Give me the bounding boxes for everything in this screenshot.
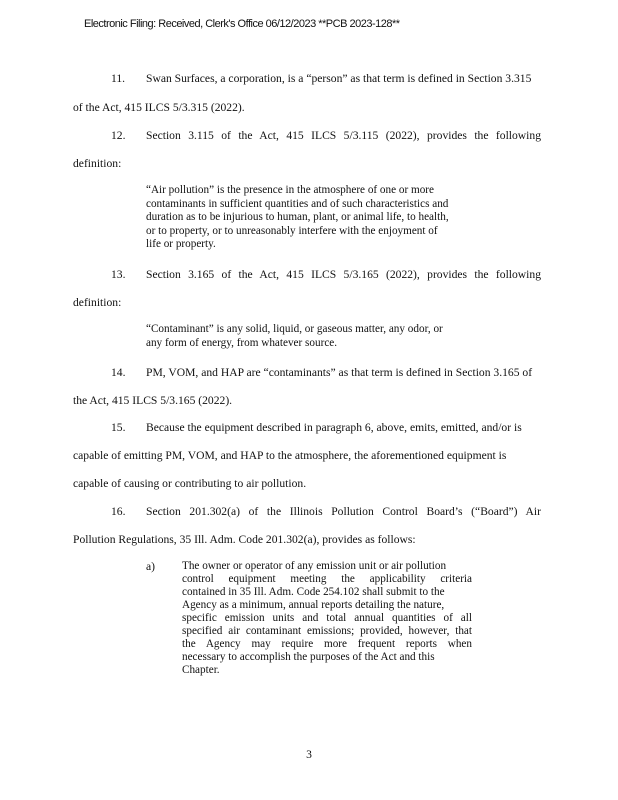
quote-line: duration as to be injurious to human, plant, or animal life, to health, [146,211,449,224]
paragraph-text: definition: [73,296,122,309]
regulation-quote [182,560,472,677]
block-quote [146,184,468,252]
paragraph-number: 15. [111,421,126,434]
quote-line: life or property. [146,238,216,251]
quote-line: contained in 35 Ill. Adm. Code 254.102 shall submit to the [182,586,445,598]
paragraph-text: definition: [73,157,122,170]
quote-line: “Air pollution” is the presence in the atmosphere of one or more [146,184,434,196]
paragraph-number: 14. [111,366,126,379]
quote-line: any form of energy, from whatever source. [146,336,338,349]
paragraph-text: Swan Surfaces, a corporation, is a “person” as that term is defined in Section 3.315 [146,72,532,85]
quote-line: “Contaminant” is any solid, liquid, or gaseous matter, any odor, or [146,323,443,335]
paragraph-text: capable of emitting PM, VOM, and HAP to the atmosphere, the aforementioned equipment is [73,449,507,462]
page-number: 3 [306,748,312,761]
paragraph-number: 11. [111,72,126,85]
quote-line: the Agency may require more frequent reports when [182,638,472,650]
quote-line: Agency as a minimum, annual reports detailing the nature, [182,599,445,611]
block-quote [146,323,468,350]
quote-line: necessary to accomplish the purposes of the Act and this [182,651,435,663]
paragraph-text: the Act, 415 ILCS 5/3.165 (2022). [73,394,233,407]
quote-line: The owner or operator of any emission unit or air pollution [182,560,447,572]
paragraph-number: 13. [111,268,126,281]
subsection-label: a) [146,560,156,573]
quote-line: Chapter. [182,664,220,676]
filing-header: Electronic Filing: Received, Clerk's Office 06/12/2023 **PCB 2023-128** [84,18,400,30]
paragraph-number: 12. [111,129,126,142]
paragraph-text: Section 3.115 of the Act, 415 ILCS 5/3.115 (2022), provides the following [146,129,541,142]
paragraph-text: Section 201.302(a) of the Illinois Pollution Control Board’s (“Board”) Air [146,505,541,518]
paragraph-text: Pollution Regulations, 35 Ill. Adm. Code 201.302(a), provides as follows: [73,533,416,546]
quote-line: or to property, or to unreasonably interfere with the enjoyment of [146,224,438,237]
paragraph-text: Section 3.165 of the Act, 415 ILCS 5/3.165 (2022), provides the following [146,268,541,281]
paragraph-text: capable of causing or contributing to air pollution. [73,477,307,490]
paragraph-text: PM, VOM, and HAP are “contaminants” as that term is defined in Section 3.165 of [146,366,533,379]
quote-line: specific emission units and total annual quantities of all [182,612,472,624]
paragraph-text: of the Act, 415 ILCS 5/3.315 (2022). [73,101,245,114]
quote-line: contaminants in sufficient quantities and of such characteristics and [146,197,449,210]
quote-line: specified air contaminant emissions; provided, however, that [182,625,472,637]
paragraph-text: Because the equipment described in paragraph 6, above, emits, emitted, and/or is [146,421,522,434]
quote-line: control equipment meeting the applicability criteria [182,573,472,585]
paragraph-number: 16. [111,505,126,518]
